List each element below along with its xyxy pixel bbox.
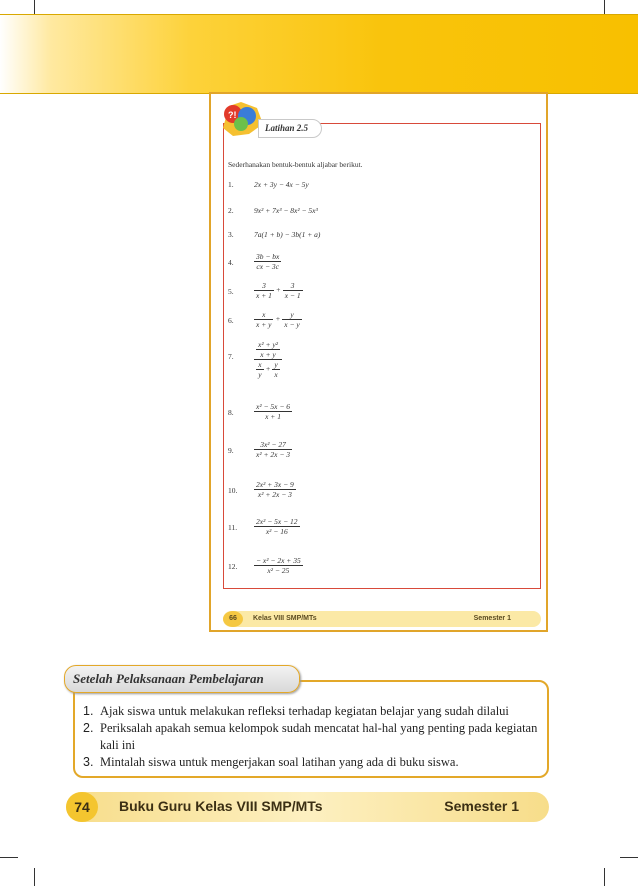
- problem-expression: [254, 440, 292, 459]
- numerator: 2x² + 3x − 9: [256, 480, 294, 489]
- problem-expression: [254, 310, 302, 329]
- problem-expression: [254, 480, 296, 499]
- crop-mark: [620, 857, 638, 858]
- inner-book-title: Kelas VIII SMP/MTs: [253, 615, 317, 622]
- denominator: x + y: [260, 350, 276, 359]
- numerator: 3x² − 27: [254, 440, 292, 450]
- denominator: x² − 16: [265, 527, 288, 536]
- list-item: [83, 720, 543, 754]
- fraction: [282, 310, 301, 329]
- numerator: 2x² − 5x − 12: [256, 517, 298, 526]
- denominator: y: [258, 370, 262, 379]
- denominator: x² + 2x − 3: [256, 450, 291, 459]
- numerator: y: [282, 310, 301, 320]
- numerator: x² + y²: [258, 340, 278, 349]
- problem-number: 1.: [228, 180, 234, 189]
- book-title: Buku Guru Kelas VIII SMP/MTs: [119, 798, 323, 814]
- denominator: x − y: [284, 320, 300, 329]
- after-learning-list: [83, 703, 543, 771]
- operator: +: [265, 364, 271, 374]
- fraction: [254, 340, 282, 379]
- problem-expression: [254, 556, 303, 575]
- after-learning-title: Setelah Pelaksanaan Pembelajaran: [64, 665, 300, 693]
- denominator: x + 1: [256, 291, 272, 300]
- numerator: 3: [254, 281, 274, 291]
- inner-semester: Semester 1: [473, 615, 511, 622]
- numerator: [254, 340, 282, 360]
- crop-mark: [0, 857, 18, 858]
- problem-expression: [254, 252, 281, 271]
- svg-text:?!: ?!: [228, 110, 237, 120]
- list-text: Mintalah siswa untuk mengerjakan soal latihan yang ada di buku siswa.: [100, 755, 459, 769]
- denominator: x − 1: [284, 291, 301, 300]
- list-text: Periksalah apakah semua kelompok sudah mencatat hal-hal yang penting pada kegiatan kali ini: [100, 721, 538, 752]
- denominator: x² + 2x − 3: [257, 490, 292, 499]
- denominator: x + 1: [265, 412, 281, 421]
- denominator: [254, 360, 282, 379]
- problem-expression: 2x + 3y − 4x − 5y: [254, 180, 309, 189]
- fraction: [256, 340, 280, 359]
- fraction: [283, 281, 303, 300]
- problem-number: 10.: [228, 486, 238, 495]
- problem-number: 3.: [228, 230, 234, 239]
- problem-number: 4.: [228, 258, 234, 267]
- problem-number: 8.: [228, 408, 234, 417]
- header-band: [0, 14, 638, 94]
- inner-page-footer: [223, 611, 541, 627]
- denominator: cx − 3c: [256, 262, 279, 271]
- fraction: [272, 360, 279, 379]
- semester-label: Semester 1: [444, 798, 519, 814]
- problem-expression: 7a(1 + b) − 3b(1 + a): [254, 230, 321, 239]
- numerator: 3b − bx: [256, 252, 280, 261]
- fraction: [254, 440, 292, 459]
- fraction: [254, 556, 303, 575]
- fraction: [254, 480, 296, 499]
- list-number: 2.: [83, 721, 94, 735]
- operator: +: [275, 285, 281, 295]
- list-number: 3.: [83, 755, 94, 769]
- exercise-title: Latihan 2.5: [258, 119, 322, 138]
- numerator: x² − 5x − 6: [256, 402, 291, 411]
- problem-expression: [254, 281, 303, 300]
- problem-expression: [254, 402, 292, 421]
- list-text: Ajak siswa untuk melakukan refleksi terhadap kegiatan belajar yang sudah dilalui: [100, 704, 509, 718]
- problem-expression: 9x² + 7x³ − 8x² − 5x³: [254, 206, 318, 215]
- instruction-text: Sederhanakan bentuk-bentuk aljabar berikut.: [228, 160, 363, 169]
- problem-expression: [254, 340, 282, 379]
- fraction: [254, 310, 273, 329]
- problem-number: 5.: [228, 287, 234, 296]
- numerator: x: [254, 310, 273, 320]
- fraction: [254, 281, 274, 300]
- page-footer: [66, 792, 549, 822]
- problem-number: 7.: [228, 352, 234, 361]
- fraction: [254, 517, 300, 536]
- inner-page-number: 66: [223, 611, 243, 627]
- problem-number: 11.: [228, 523, 238, 532]
- numerator: − x² − 2x + 35: [256, 556, 301, 565]
- list-item: [83, 754, 543, 771]
- page-number: 74: [66, 792, 98, 822]
- problem-number: 12.: [228, 562, 238, 571]
- denominator: x² − 25: [267, 566, 290, 575]
- list-item: [83, 703, 543, 720]
- crop-mark: [604, 868, 605, 886]
- problem-number: 9.: [228, 446, 234, 455]
- fraction: [254, 252, 281, 271]
- operator: +: [275, 314, 281, 324]
- numerator: x: [258, 360, 262, 369]
- numerator: y: [274, 360, 278, 369]
- denominator: x + y: [256, 320, 272, 329]
- fraction: [254, 402, 292, 421]
- problem-number: 6.: [228, 316, 234, 325]
- problem-expression: [254, 517, 300, 536]
- list-number: 1.: [83, 704, 94, 718]
- denominator: x: [274, 370, 278, 379]
- numerator: 3: [283, 281, 303, 291]
- fraction: [256, 360, 263, 379]
- crop-mark: [34, 868, 35, 886]
- problem-number: 2.: [228, 206, 234, 215]
